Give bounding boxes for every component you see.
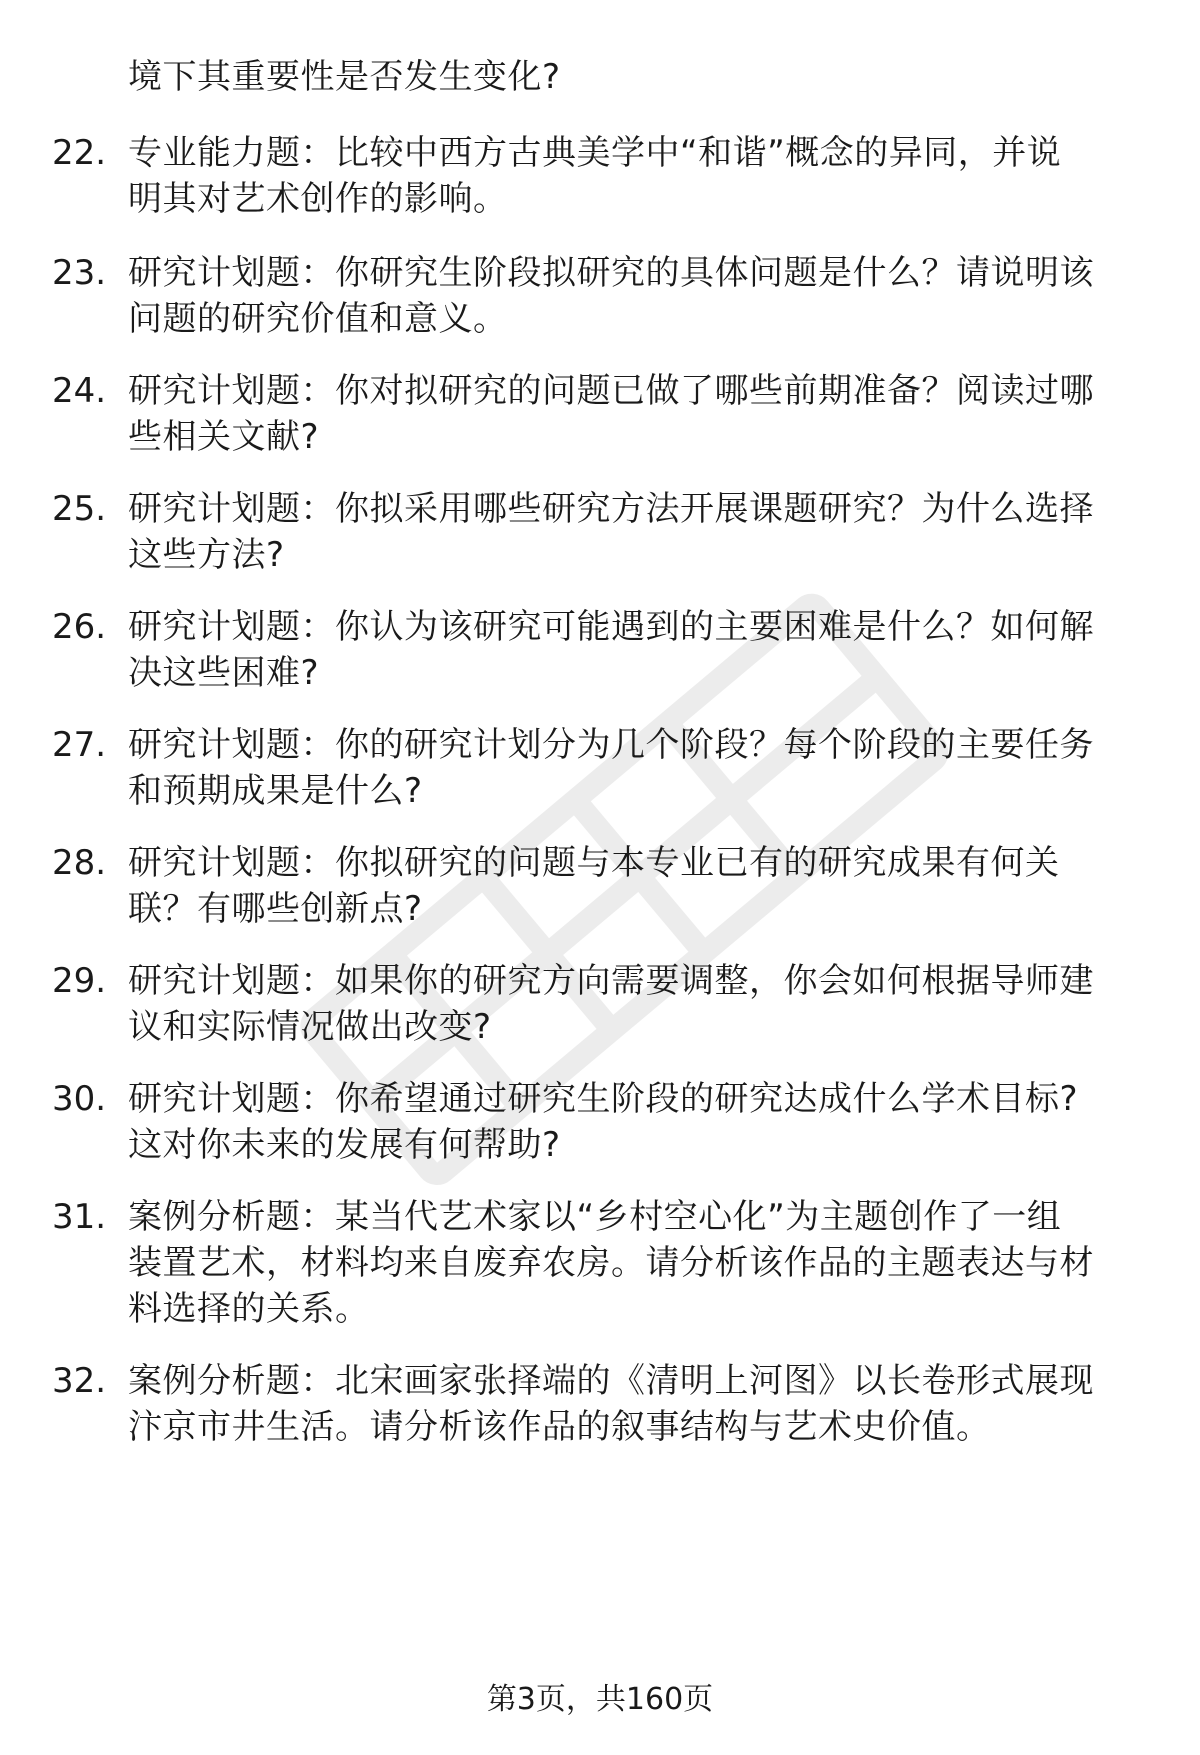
question-text-line: 专业能力题：比较中西方古典美学中“和谐”概念的异同，并说 [128, 133, 1062, 173]
continuation-line: 境下其重要性是否发生变化? [128, 57, 561, 97]
question-number: 24. [52, 371, 107, 411]
question-number: 23. [52, 253, 107, 293]
question-number: 27. [52, 725, 107, 765]
question-text-line: 料选择的关系。 [128, 1289, 370, 1329]
question-text-line: 研究计划题：你认为该研究可能遇到的主要困难是什么？如何解 [128, 607, 1094, 647]
question-number: 29. [52, 961, 107, 1001]
question-text-line: 案例分析题：某当代艺术家以“乡村空心化”为主题创作了一组 [128, 1197, 1062, 1237]
question-text-line: 这对你未来的发展有何帮助? [128, 1125, 561, 1165]
question-text-line: 议和实际情况做出改变? [128, 1007, 492, 1047]
question-text-line: 汴京市井生活。请分析该作品的叙事结构与艺术史价值。 [128, 1407, 991, 1447]
question-text-line: 这些方法? [128, 535, 285, 575]
question-text-line: 研究计划题：如果你的研究方向需要调整，你会如何根据导师建 [128, 961, 1094, 1001]
question-text-line: 案例分析题：北宋画家张择端的《清明上河图》以长卷形式展现 [128, 1361, 1094, 1401]
question-text-line: 研究计划题：你研究生阶段拟研究的具体问题是什么？请说明该 [128, 253, 1094, 293]
question-number: 31. [52, 1197, 107, 1237]
question-text-line: 装置艺术，材料均来自废弃农房。请分析该作品的主题表达与材 [128, 1243, 1094, 1283]
question-text-line: 研究计划题：你拟研究的问题与本专业已有的研究成果有何关 [128, 843, 1060, 883]
question-text-line: 些相关文献? [128, 417, 320, 457]
question-number: 32. [52, 1361, 107, 1401]
question-text-line: 明其对艺术创作的影响。 [128, 179, 508, 219]
question-number: 28. [52, 843, 107, 883]
question-text-line: 和预期成果是什么? [128, 771, 423, 811]
question-number: 22. [52, 133, 107, 173]
question-text-line: 研究计划题：你拟采用哪些研究方法开展课题研究？为什么选择 [128, 489, 1094, 529]
page-footer: 第3页，共160页 [486, 1682, 714, 1717]
question-text-line: 问题的研究价值和意义。 [128, 299, 508, 339]
question-number: 26. [52, 607, 107, 647]
question-text-line: 研究计划题：你的研究计划分为几个阶段？每个阶段的主要任务 [128, 725, 1094, 765]
question-text-line: 联？有哪些创新点? [128, 889, 423, 929]
question-text-line: 决这些困难? [128, 653, 320, 693]
question-number: 30. [52, 1079, 107, 1119]
question-number: 25. [52, 489, 107, 529]
question-text-line: 研究计划题：你希望通过研究生阶段的研究达成什么学术目标? [128, 1079, 1079, 1119]
question-text-line: 研究计划题：你对拟研究的问题已做了哪些前期准备？阅读过哪 [128, 371, 1094, 411]
